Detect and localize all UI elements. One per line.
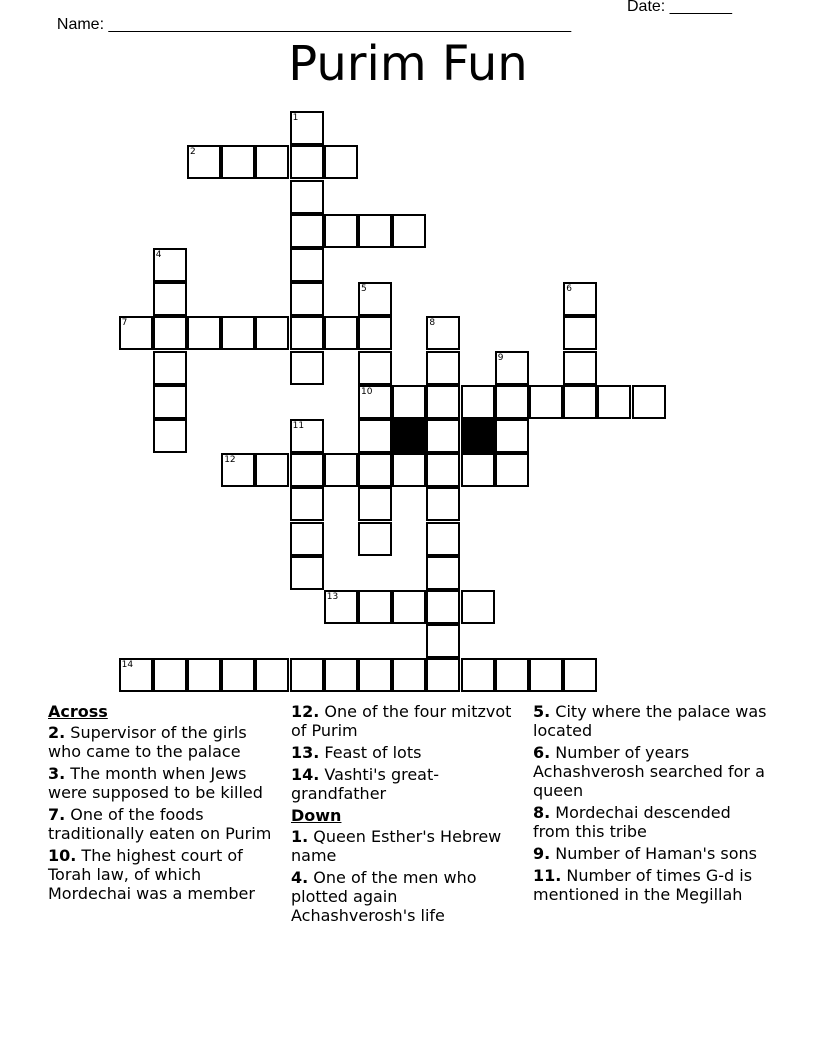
clue-number-label: 9. <box>533 844 551 863</box>
grid-cell[interactable] <box>324 453 358 487</box>
grid-cell[interactable] <box>563 316 597 350</box>
grid-cell[interactable] <box>324 316 358 350</box>
clues-column-1 <box>48 702 282 906</box>
grid-cell[interactable] <box>461 453 495 487</box>
clue-item <box>48 846 282 903</box>
grid-cell[interactable] <box>358 487 392 521</box>
grid-cell[interactable] <box>119 316 153 350</box>
clue-number: 11 <box>292 420 305 431</box>
grid-cell[interactable] <box>290 556 324 590</box>
grid-cell[interactable] <box>153 282 187 316</box>
clue-item <box>48 764 282 802</box>
grid-cell[interactable] <box>290 351 324 385</box>
grid-cell[interactable] <box>426 624 460 658</box>
clue-number: 7 <box>121 318 128 329</box>
grid-cell[interactable] <box>153 316 187 350</box>
name-field-label[interactable]: Name: ____________________________________________________ <box>56 16 572 33</box>
clue-text: Number of Haman's sons <box>550 844 757 863</box>
grid-cell[interactable] <box>426 351 460 385</box>
grid-cell[interactable] <box>495 385 529 419</box>
clue-item <box>291 868 525 925</box>
grid-cell[interactable] <box>563 282 597 316</box>
grid-cell[interactable] <box>324 590 358 624</box>
clue-number-label: 7. <box>48 805 66 824</box>
grid-cell[interactable] <box>426 590 460 624</box>
clue-number: 1 <box>292 113 299 124</box>
grid-cell[interactable] <box>290 248 324 282</box>
grid-cell[interactable] <box>290 453 324 487</box>
grid-cell[interactable] <box>290 316 324 350</box>
grid-cell[interactable] <box>255 453 289 487</box>
grid-cell[interactable] <box>153 385 187 419</box>
clue-number: 8 <box>429 318 436 329</box>
grid-cell[interactable] <box>426 385 460 419</box>
grid-cell[interactable] <box>529 658 563 692</box>
grid-cell[interactable] <box>290 522 324 556</box>
grid-cell[interactable] <box>187 316 221 350</box>
clue-item <box>291 765 525 803</box>
clue-item <box>533 866 769 904</box>
clue-item <box>291 743 525 762</box>
grid-cell[interactable] <box>392 658 426 692</box>
grid-cell[interactable] <box>290 419 324 453</box>
page-title: Purim Fun <box>288 36 528 92</box>
clue-number: 4 <box>155 249 162 260</box>
grid-cell[interactable] <box>563 658 597 692</box>
grid-cell[interactable] <box>187 145 221 179</box>
grid-cell[interactable] <box>426 487 460 521</box>
grid-cell[interactable] <box>290 282 324 316</box>
grid-cell[interactable] <box>324 658 358 692</box>
grid-cell[interactable] <box>221 145 255 179</box>
clue-number: 10 <box>361 386 373 397</box>
clue-item <box>533 844 769 863</box>
grid-cell[interactable] <box>290 487 324 521</box>
clue-item <box>533 803 769 841</box>
grid-cell[interactable] <box>290 180 324 214</box>
across-heading: Across <box>48 702 108 721</box>
clue-number: 13 <box>326 591 339 602</box>
grid-cell[interactable] <box>495 453 529 487</box>
clue-number: 9 <box>497 352 504 363</box>
grid-cell[interactable] <box>221 453 255 487</box>
grid-cell[interactable] <box>358 419 392 453</box>
grid-cell[interactable] <box>358 590 392 624</box>
grid-cell[interactable] <box>358 453 392 487</box>
clue-text: One of the men who plotted again Achashverosh's life <box>291 868 477 925</box>
grid-cell[interactable] <box>392 385 426 419</box>
grid-cell[interactable] <box>153 248 187 282</box>
clue-number-label: 14. <box>291 765 320 784</box>
grid-cell[interactable] <box>392 590 426 624</box>
grid-cell[interactable] <box>153 351 187 385</box>
grid-cell[interactable] <box>187 658 221 692</box>
grid-cell[interactable] <box>358 214 392 248</box>
clue-text: Queen Esther's Hebrew name <box>291 827 502 865</box>
grid-cell[interactable] <box>221 316 255 350</box>
grid-cell[interactable] <box>153 658 187 692</box>
grid-cell[interactable] <box>255 145 289 179</box>
clue-number-label: 13. <box>291 743 320 762</box>
grid-cell[interactable] <box>426 556 460 590</box>
clue-text: Vashti's great-grandfather <box>291 765 440 803</box>
clue-number-label: 3. <box>48 764 66 783</box>
grid-cell[interactable] <box>290 145 324 179</box>
black-square <box>392 419 426 453</box>
grid-cell[interactable] <box>290 214 324 248</box>
clue-number-label: 4. <box>291 868 309 887</box>
grid-cell[interactable] <box>324 145 358 179</box>
grid-cell[interactable] <box>426 522 460 556</box>
grid-cell[interactable] <box>290 658 324 692</box>
clue-number-label: 6. <box>533 743 551 762</box>
date-field-label[interactable]: Date: _______ <box>627 0 732 15</box>
grid-cell[interactable] <box>529 385 563 419</box>
clue-text: Feast of lots <box>319 743 422 762</box>
grid-cell[interactable] <box>426 658 460 692</box>
grid-cell[interactable] <box>255 316 289 350</box>
clue-number: 2 <box>190 147 196 158</box>
clue-number-label: 8. <box>533 803 551 822</box>
grid-cell[interactable] <box>358 658 392 692</box>
grid-cell[interactable] <box>426 419 460 453</box>
clue-text: Number of times G-d is mentioned in the Megillah <box>533 866 753 904</box>
grid-cell[interactable] <box>392 453 426 487</box>
clue-text: Mordechai descended from this tribe <box>533 803 731 841</box>
grid-cell[interactable] <box>358 522 392 556</box>
black-square <box>461 419 495 453</box>
clue-number: 5 <box>361 284 367 295</box>
clue-number-label: 1. <box>291 827 309 846</box>
clue-number-label: 2. <box>48 723 66 742</box>
grid-cell[interactable] <box>461 590 495 624</box>
clue-text: The month when Jews were supposed to be killed <box>48 764 263 802</box>
clue-number-label: 11. <box>533 866 562 885</box>
clue-item <box>533 702 769 740</box>
grid-cell[interactable] <box>255 658 289 692</box>
clue-text: Supervisor of the girls who came to the palace <box>48 723 247 761</box>
grid-cell[interactable] <box>563 351 597 385</box>
grid-cell[interactable] <box>324 214 358 248</box>
clue-number: 14 <box>121 660 134 671</box>
clue-text: City where the palace was located <box>533 702 767 740</box>
grid-cell[interactable] <box>563 385 597 419</box>
clue-item <box>48 805 282 843</box>
grid-cell[interactable] <box>119 658 153 692</box>
grid-cell[interactable] <box>597 385 631 419</box>
clue-item <box>291 827 525 865</box>
clue-item <box>291 702 525 740</box>
clue-number: 12 <box>224 455 236 466</box>
grid-cell[interactable] <box>221 658 255 692</box>
grid-cell[interactable] <box>461 658 495 692</box>
grid-cell[interactable] <box>358 351 392 385</box>
clues-column-3 <box>533 702 769 907</box>
clue-text: One of the foods traditionally eaten on Purim <box>48 805 272 843</box>
clue-number-label: 10. <box>48 846 77 865</box>
clue-number-label: 5. <box>533 702 551 721</box>
grid-cell[interactable] <box>290 111 324 145</box>
clue-number-label: 12. <box>291 702 320 721</box>
grid-cell[interactable] <box>358 316 392 350</box>
clue-number: 6 <box>566 284 572 295</box>
clue-item <box>48 723 282 761</box>
grid-cell[interactable] <box>153 419 187 453</box>
grid-cell[interactable] <box>495 658 529 692</box>
grid-cell[interactable] <box>495 419 529 453</box>
grid-cell[interactable] <box>358 385 392 419</box>
grid-cell[interactable] <box>495 351 529 385</box>
clue-item <box>533 743 769 800</box>
clue-text: Number of years Achashverosh searched for a queen <box>533 743 765 800</box>
clue-text: The highest court of Torah law, of which Mordechai was a member <box>48 846 255 903</box>
grid-cell[interactable] <box>461 385 495 419</box>
clue-text: One of the four mitzvot of Purim <box>291 702 512 740</box>
grid-cell[interactable] <box>426 316 460 350</box>
down-heading: Down <box>291 806 342 825</box>
grid-cell[interactable] <box>632 385 666 419</box>
grid-cell[interactable] <box>392 214 426 248</box>
grid-cell[interactable] <box>426 453 460 487</box>
clues-column-2 <box>291 702 525 928</box>
grid-cell[interactable] <box>358 282 392 316</box>
